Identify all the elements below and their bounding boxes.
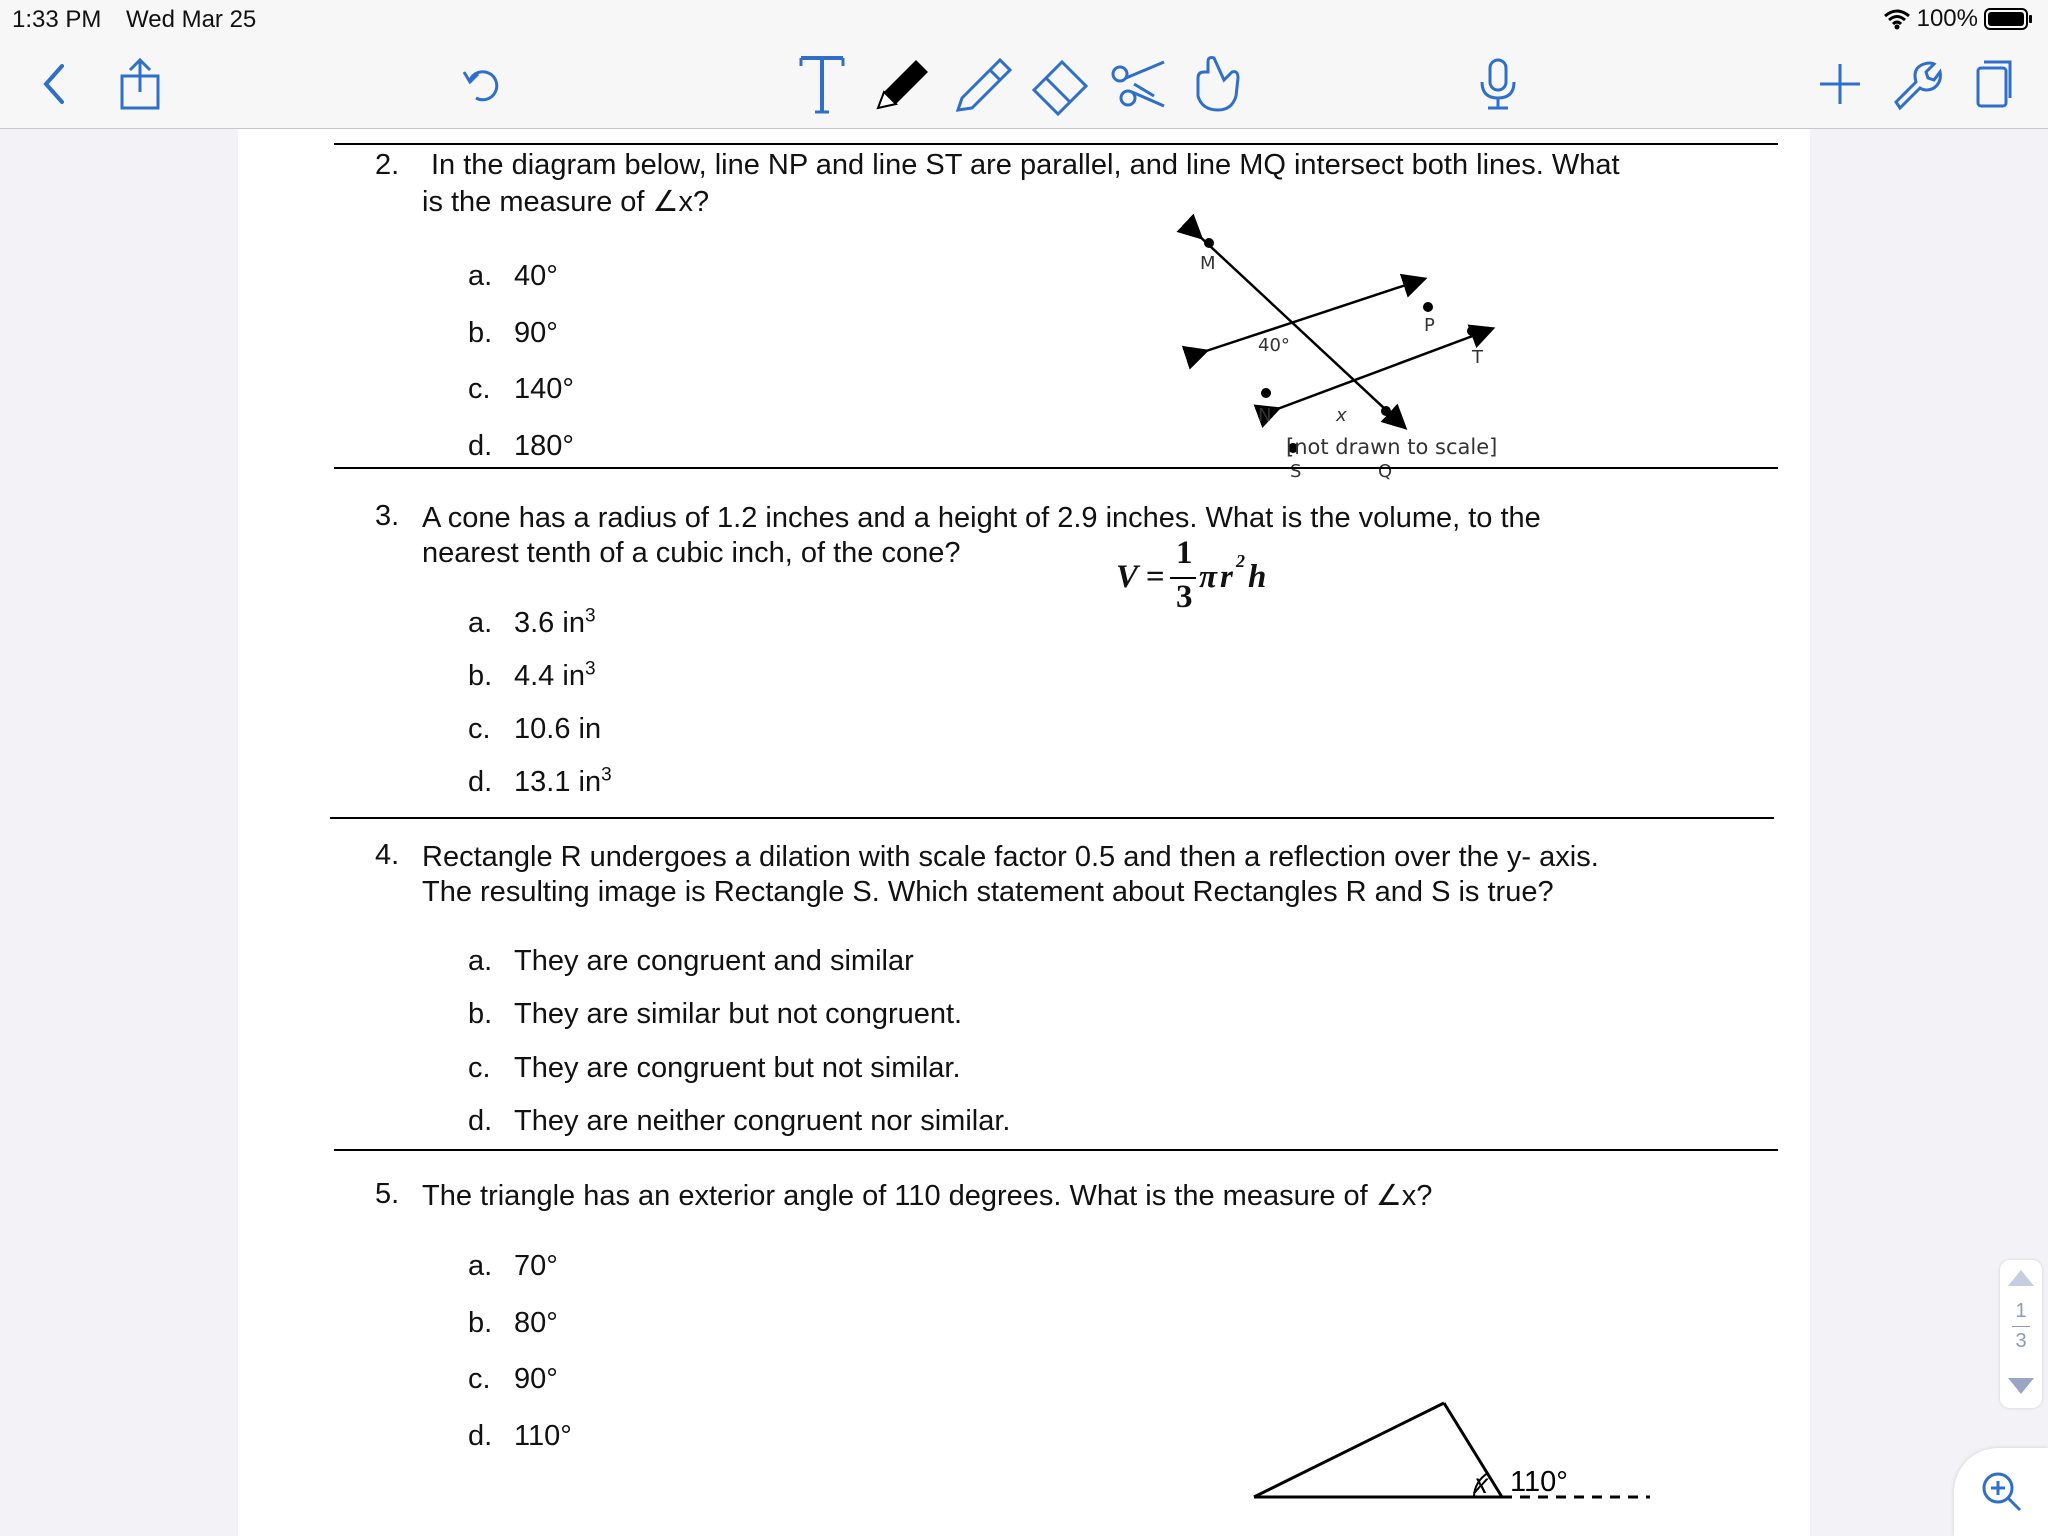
- label-s: S: [1290, 461, 1302, 482]
- highlighter-icon: [950, 52, 1014, 116]
- eraser-button[interactable]: [1028, 52, 1092, 116]
- status-bar: [0, 0, 2048, 40]
- triangle-side: [1254, 1403, 1444, 1497]
- share-button[interactable]: [108, 52, 172, 116]
- battery-icon: [1984, 7, 2034, 31]
- document-page[interactable]: [238, 129, 1810, 1536]
- option-text: They are congruent and similar: [514, 945, 914, 977]
- formula-exponent: 2: [1236, 551, 1245, 571]
- point-m: [1204, 238, 1214, 248]
- point-n: [1261, 388, 1271, 398]
- option-letter: b.: [468, 998, 493, 1030]
- formula-lhs: V =: [1116, 559, 1165, 595]
- wrench-icon: [1890, 58, 1942, 110]
- back-button[interactable]: [22, 52, 86, 116]
- question-2-option-a[interactable]: [468, 260, 558, 293]
- status-date: Wed Mar 25: [126, 6, 257, 33]
- question-4-text-line1: Rectangle R undergoes a dilation with scale factor 0.5 and then a reflection over the y- axis.: [422, 841, 1599, 873]
- question-5-text-line1: The triangle has an exterior angle of 110 degrees. What is the measure of ∠x?: [422, 1180, 1433, 1212]
- question-3-option-d[interactable]: [468, 766, 612, 799]
- option-text: 110°: [514, 1420, 572, 1452]
- wrench-button[interactable]: [1884, 52, 1948, 116]
- option-letter: b.: [468, 660, 493, 692]
- status-time: 1:33 PM: [12, 6, 102, 33]
- microphone-icon: [1476, 56, 1520, 112]
- option-text: 4.4 in: [514, 660, 585, 692]
- microphone-button[interactable]: [1466, 52, 1530, 116]
- line-mq: [1196, 233, 1400, 423]
- formula-pi: π: [1199, 559, 1218, 595]
- formula-numerator: 1: [1176, 535, 1193, 571]
- option-text: 80°: [514, 1307, 558, 1339]
- question-2-option-b[interactable]: [468, 317, 558, 350]
- option-text: 90°: [514, 317, 558, 349]
- option-letter: d.: [468, 1420, 493, 1452]
- share-icon: [116, 58, 164, 110]
- text-tool-button[interactable]: [790, 52, 854, 116]
- question-4-text-line2: The resulting image is Rectangle S. Which statement about Rectangles R and S is true?: [422, 876, 1554, 908]
- battery-percent: 100%: [1916, 5, 1978, 32]
- label-t: T: [1472, 347, 1483, 368]
- option-text: 13.1 in: [514, 766, 602, 798]
- question-3-option-a[interactable]: [468, 607, 596, 640]
- question-5-option-d[interactable]: [468, 1420, 572, 1453]
- wifi-icon: [1883, 8, 1911, 30]
- question-3-option-b[interactable]: [468, 660, 596, 693]
- label-angle-40: 40°: [1258, 335, 1290, 356]
- triangle-side: [1444, 1403, 1502, 1497]
- scissors-button[interactable]: [1106, 52, 1170, 116]
- text-tool-icon: [797, 52, 847, 116]
- question-4-number: 4.: [375, 839, 400, 871]
- status-right: [1883, 5, 2034, 33]
- option-text: They are similar but not congruent.: [514, 998, 963, 1030]
- option-letter: d.: [468, 1105, 493, 1137]
- option-text: They are neither congruent nor similar.: [514, 1105, 1011, 1137]
- triangle-diagram: [1248, 1263, 1668, 1513]
- question-2-option-d[interactable]: [468, 430, 574, 463]
- question-2-number: 2.: [375, 149, 400, 181]
- diagram-note: [not drawn to scale]: [1286, 435, 1498, 459]
- option-letter: a.: [468, 607, 493, 639]
- question-4-option-c[interactable]: [468, 1052, 961, 1085]
- question-2-text-line2: is the measure of ∠x?: [422, 186, 710, 218]
- option-letter: b.: [468, 1307, 493, 1339]
- question-3-number: 3.: [375, 500, 400, 532]
- option-letter: d.: [468, 430, 493, 462]
- option-text: 10.6 in: [514, 713, 602, 745]
- option-text: 40°: [514, 260, 558, 292]
- zoom-button[interactable]: [1954, 1448, 2048, 1536]
- question-5-option-b[interactable]: [468, 1307, 558, 1340]
- label-p: P: [1424, 315, 1435, 336]
- option-letter: c.: [468, 1052, 491, 1084]
- page-navigator: [2000, 1260, 2042, 1408]
- page-up-icon[interactable]: [2006, 1268, 2036, 1288]
- option-text: 3.6 in: [514, 607, 585, 639]
- question-3-text-line2: nearest tenth of a cubic inch, of the cone?: [422, 537, 961, 569]
- question-3-option-c[interactable]: [468, 713, 601, 746]
- divider: [334, 467, 1778, 469]
- question-4-option-a[interactable]: [468, 945, 914, 978]
- option-text: They are congruent but not similar.: [514, 1052, 961, 1084]
- question-4-option-d[interactable]: [468, 1105, 1010, 1138]
- option-letter: b.: [468, 317, 493, 349]
- highlighter-button[interactable]: [950, 52, 1014, 116]
- divider: [334, 143, 1778, 145]
- line-st: [1272, 331, 1486, 411]
- point-q: [1381, 406, 1391, 416]
- divider: [330, 817, 1774, 819]
- option-superscript: 3: [601, 764, 612, 786]
- undo-button[interactable]: [450, 52, 514, 116]
- question-2-text-line1: In the diagram below, line NP and line ST are parallel, and line MQ intersect both lines. What: [431, 149, 1620, 181]
- point-t: [1467, 326, 1477, 336]
- page-down-icon[interactable]: [2006, 1376, 2036, 1396]
- label-q: Q: [1378, 461, 1393, 482]
- pages-icon: [1972, 58, 2016, 110]
- option-letter: a.: [468, 260, 493, 292]
- exterior-angle-label: 110°: [1510, 1466, 1568, 1498]
- question-3-text-line1: A cone has a radius of 1.2 inches and a height of 2.9 inches. What is the volume, to the: [422, 502, 1541, 534]
- option-text: 180°: [514, 430, 574, 462]
- triangle-x-label: x: [1474, 1468, 1488, 1499]
- option-letter: d.: [468, 766, 493, 798]
- page-current: 1: [2015, 1300, 2027, 1322]
- zoom-in-icon: [1980, 1470, 2024, 1514]
- option-text: 90°: [514, 1363, 558, 1395]
- label-m: M: [1200, 253, 1216, 274]
- formula-r: r: [1220, 559, 1233, 595]
- hand-button[interactable]: [1184, 52, 1248, 116]
- line-np: [1200, 281, 1418, 353]
- divider: [334, 1149, 1778, 1151]
- question-5-option-c[interactable]: [468, 1363, 558, 1396]
- option-superscript: 3: [584, 605, 596, 627]
- label-n: N: [1258, 405, 1272, 426]
- option-letter: a.: [468, 945, 493, 977]
- parallel-lines-diagram: [1178, 189, 1818, 482]
- pages-button[interactable]: [1962, 52, 2026, 116]
- label-x: x: [1336, 405, 1347, 426]
- page-total: 3: [2015, 1330, 2027, 1352]
- point-p: [1423, 302, 1433, 312]
- scissors-icon: [1106, 52, 1170, 116]
- toolbar: [0, 40, 2048, 129]
- back-icon: [34, 60, 74, 108]
- option-letter: c.: [468, 1363, 491, 1395]
- option-text: 140°: [514, 373, 574, 405]
- question-5-option-a[interactable]: [468, 1250, 558, 1283]
- option-letter: c.: [468, 373, 491, 405]
- question-2-option-c[interactable]: [468, 373, 574, 406]
- option-superscript: 3: [584, 658, 596, 680]
- eraser-icon: [1028, 52, 1092, 116]
- question-5-number: 5.: [375, 1178, 400, 1210]
- add-button[interactable]: [1808, 52, 1872, 116]
- question-4-option-b[interactable]: [468, 998, 962, 1031]
- formula-denominator: 3: [1176, 579, 1193, 615]
- pen-icon: [870, 52, 934, 116]
- page-separator: [2012, 1326, 2030, 1327]
- option-letter: c.: [468, 713, 491, 745]
- formula-h: h: [1248, 559, 1267, 595]
- add-icon: [1816, 60, 1864, 108]
- hand-icon: [1184, 52, 1248, 116]
- pen-button[interactable]: [870, 52, 934, 116]
- option-letter: a.: [468, 1250, 493, 1282]
- option-text: 70°: [514, 1250, 558, 1282]
- undo-icon: [460, 62, 504, 106]
